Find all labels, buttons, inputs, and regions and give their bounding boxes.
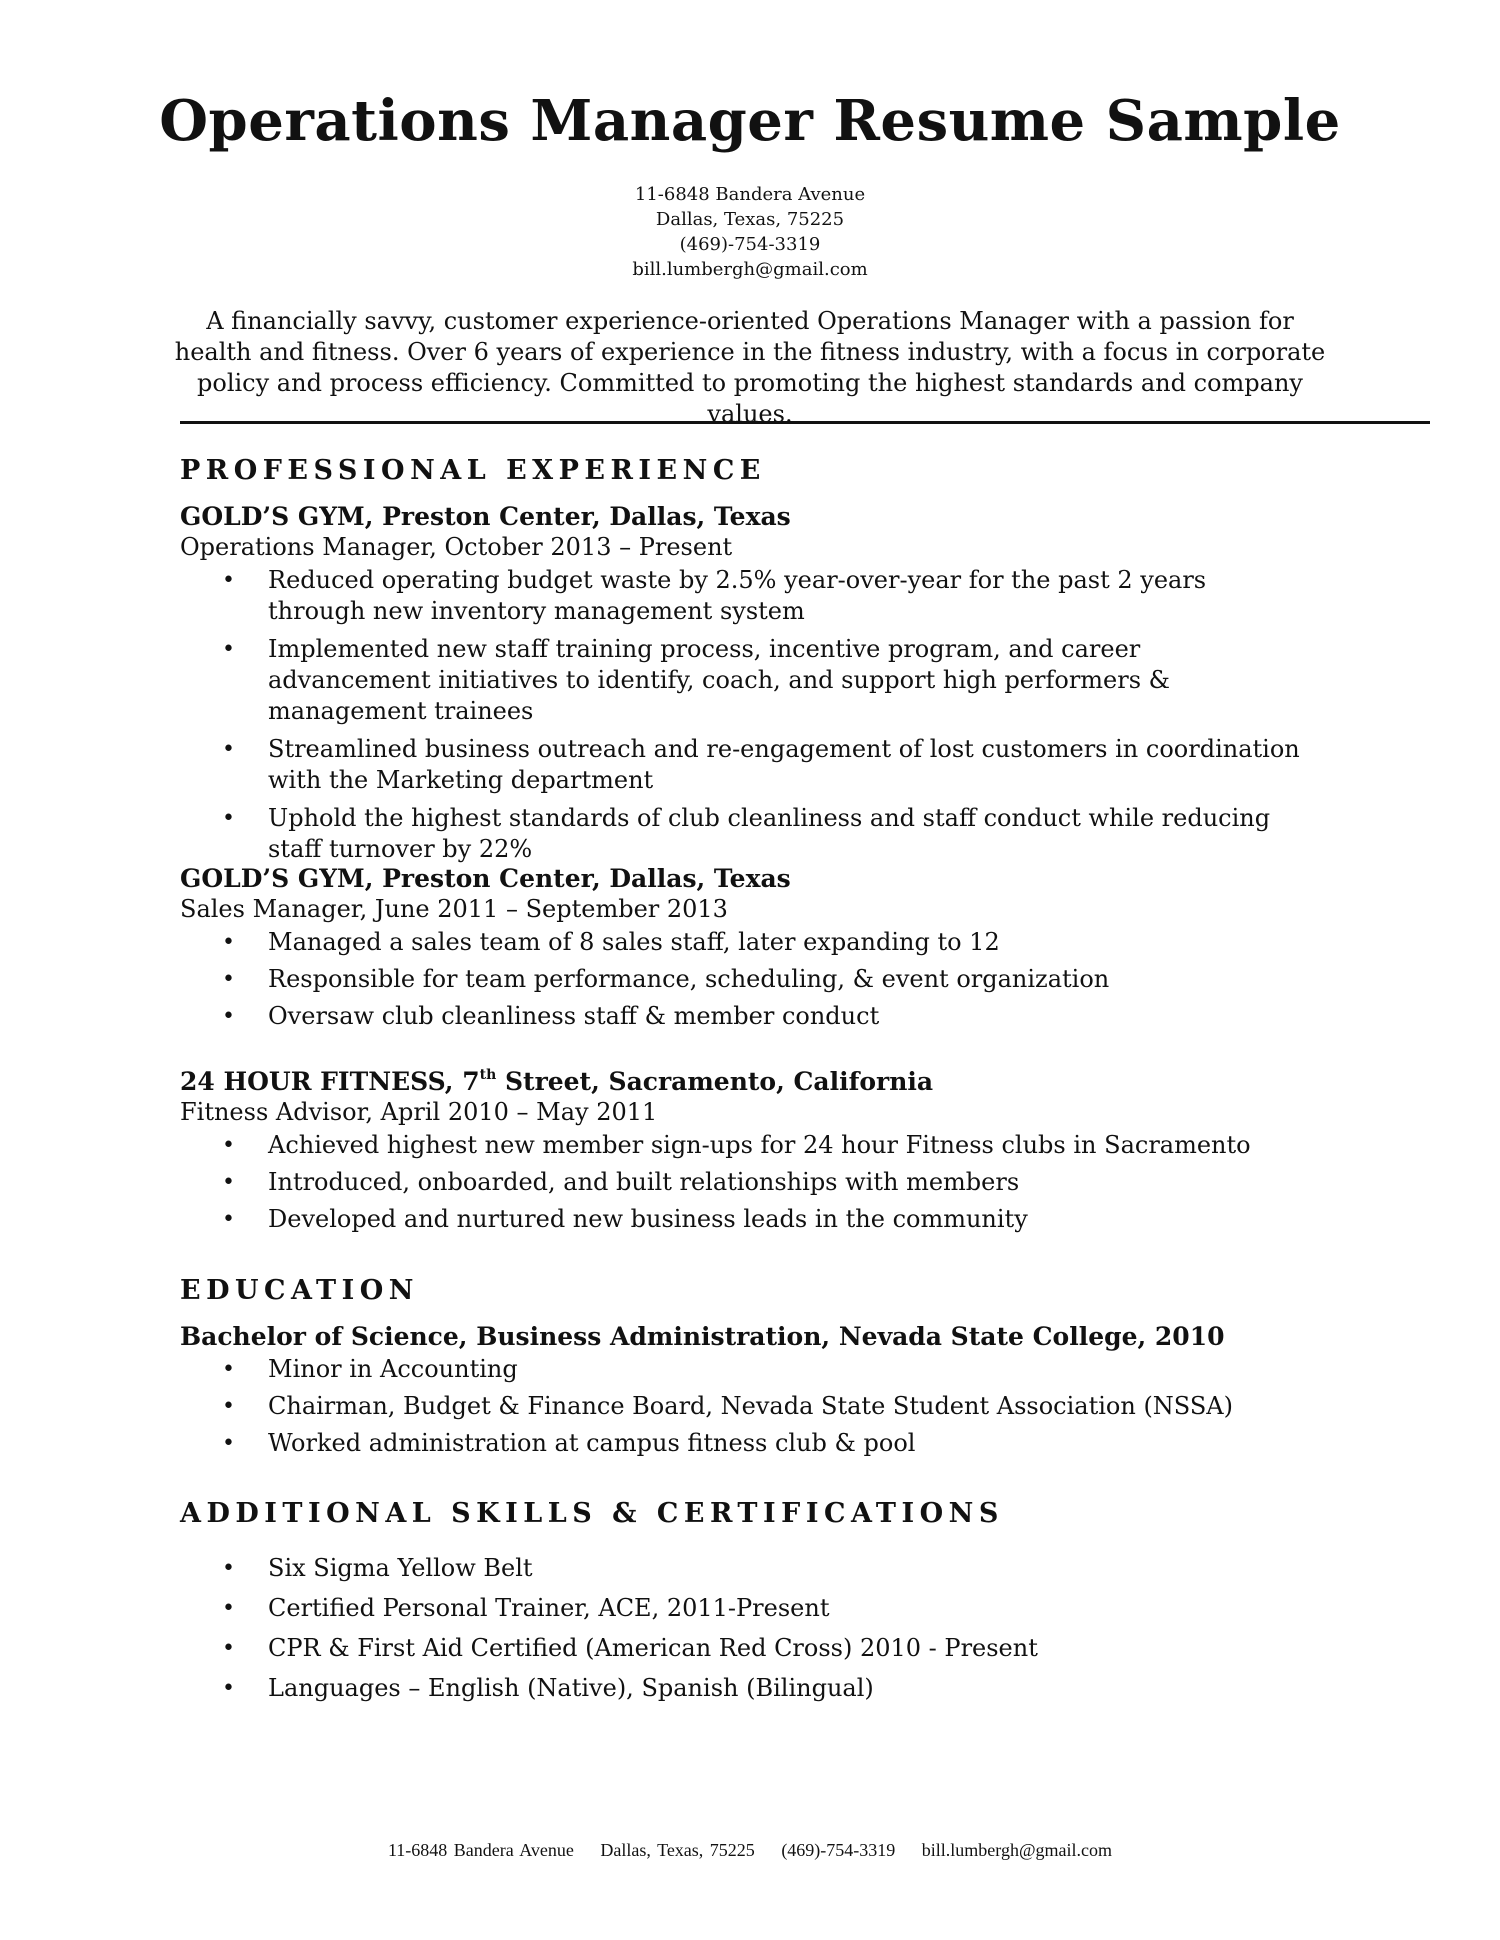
employer-name: GOLD’S GYM, Preston Center, Dallas, Texas bbox=[180, 864, 791, 893]
skills-heading: ADDITIONAL SKILLS & CERTIFICATIONS bbox=[180, 1498, 1004, 1529]
contact-address: 11-6848 Bandera Avenue bbox=[634, 184, 866, 205]
footer-address: 11-6848 Bandera Avenue bbox=[387, 1840, 574, 1860]
degree-title: Bachelor of Science, Business Administration, Nevada State College, 2010 bbox=[180, 1322, 1225, 1351]
bullet-icon: • bbox=[222, 1636, 235, 1661]
bullet-text: Responsible for team performance, scheduling, & event organization bbox=[268, 965, 1110, 993]
bullet-icon: • bbox=[222, 1170, 235, 1195]
bullet-text: Developed and nurtured new business leads in the community bbox=[268, 1205, 1028, 1233]
job-bullets bbox=[180, 1130, 1380, 1235]
bullet-icon: • bbox=[222, 1431, 235, 1456]
bullet-icon: • bbox=[222, 568, 235, 593]
bullet-icon: • bbox=[222, 737, 235, 762]
bullet-icon: • bbox=[222, 967, 235, 992]
bullet-text: Oversaw club cleanliness staff & member conduct bbox=[268, 1002, 880, 1030]
footer-phone: (469)-754-3319 bbox=[781, 1840, 896, 1860]
contact-city: Dallas, Texas, 75225 bbox=[655, 209, 845, 230]
bullet-icon: • bbox=[222, 1004, 235, 1029]
employer-name-part: 24 HOUR FITNESS, 7 bbox=[180, 1067, 480, 1096]
list-item bbox=[180, 1001, 1308, 1032]
bullet-text: Chairman, Budget & Finance Board, Nevada State Student Association (NSSA) bbox=[268, 1392, 1233, 1420]
bullet-icon: • bbox=[222, 1596, 235, 1621]
employer-name bbox=[180, 1066, 1380, 1097]
bullet-text: Reduced operating budget waste by 2.5% year-over-year for the past 2 years through new inventory management system bbox=[268, 566, 1207, 625]
list-item bbox=[180, 803, 1308, 865]
list-item bbox=[180, 1354, 1308, 1385]
list-item bbox=[180, 964, 1308, 995]
bullet-text: CPR & First Aid Certified (American Red Cross) 2010 - Present bbox=[268, 1634, 1038, 1662]
bullet-icon: • bbox=[222, 806, 235, 831]
list-item bbox=[180, 734, 1308, 796]
bullet-text: Achieved highest new member sign-ups for 24 hour Fitness clubs in Sacramento bbox=[268, 1131, 1251, 1159]
skills-entry bbox=[180, 1551, 1380, 1713]
bullet-text: Uphold the highest standards of club cleanliness and staff conduct while reducing staff turnover by 22% bbox=[268, 804, 1271, 863]
list-item bbox=[180, 1204, 1308, 1235]
job-bullets bbox=[180, 565, 1380, 865]
bullet-text: Managed a sales team of 8 sales staff, later expanding to 12 bbox=[268, 928, 1000, 956]
bullet-text: Introduced, onboarded, and built relationships with members bbox=[268, 1168, 1020, 1196]
bullet-text: Languages – English (Native), Spanish (Bilingual) bbox=[268, 1674, 874, 1702]
bullet-icon: • bbox=[222, 1357, 235, 1382]
summary-paragraph: A financially savvy, customer experience-oriented Operations Manager with a passion for health and fitness. Over 6 years of experience in the fitness industry, with a focus in corporate policy and process efficiency. Committed to promoting the highest standards and company values. bbox=[174, 307, 1326, 428]
section-divider bbox=[180, 421, 1430, 424]
list-item bbox=[180, 1391, 1308, 1422]
page-title: Operations Manager Resume Sample bbox=[159, 88, 1341, 154]
bullet-text: Minor in Accounting bbox=[268, 1355, 518, 1383]
bullet-icon: • bbox=[222, 1207, 235, 1232]
list-item bbox=[180, 1593, 1308, 1624]
contact-email: bill.lumbergh@gmail.com bbox=[632, 259, 868, 280]
job-entry bbox=[180, 501, 1380, 872]
education-heading: EDUCATION bbox=[180, 1275, 419, 1306]
bullet-icon: • bbox=[222, 1394, 235, 1419]
bullet-icon: • bbox=[222, 1556, 235, 1581]
bullet-icon: • bbox=[222, 637, 235, 662]
experience-heading: PROFESSIONAL EXPERIENCE bbox=[180, 455, 766, 486]
bullet-icon: • bbox=[222, 1676, 235, 1701]
list-item bbox=[180, 634, 1308, 727]
footer-city: Dallas, Texas, 75225 bbox=[600, 1840, 755, 1860]
job-role: Operations Manager, October 2013 – Present bbox=[180, 533, 733, 561]
job-role: Fitness Advisor, April 2010 – May 2011 bbox=[180, 1098, 658, 1126]
job-bullets bbox=[180, 927, 1380, 1032]
job-entry bbox=[180, 1066, 1380, 1241]
job-role: Sales Manager, June 2011 – September 2013 bbox=[180, 895, 728, 923]
bullet-icon: • bbox=[222, 930, 235, 955]
bullet-text: Implemented new staff training process, incentive program, and career advancement initiatives to identify, coach, and support high performers & management trainees bbox=[268, 635, 1171, 725]
list-item bbox=[180, 1553, 1308, 1584]
list-item bbox=[180, 1130, 1308, 1161]
contact-phone: (469)-754-3319 bbox=[679, 234, 821, 255]
skills-bullets bbox=[180, 1553, 1380, 1704]
bullet-text: Streamlined business outreach and re-engagement of lost customers in coordination with the Marketing department bbox=[268, 735, 1300, 794]
list-item bbox=[180, 1167, 1308, 1198]
footer-email: bill.lumbergh@gmail.com bbox=[921, 1840, 1113, 1860]
bullet-text: Certified Personal Trainer, ACE, 2011-Present bbox=[268, 1594, 830, 1622]
list-item bbox=[180, 1633, 1308, 1664]
job-entry bbox=[180, 863, 1380, 1038]
contact-block bbox=[0, 182, 1500, 282]
list-item bbox=[180, 927, 1308, 958]
bullet-icon: • bbox=[222, 1133, 235, 1158]
ordinal-suffix: th bbox=[479, 1067, 497, 1083]
list-item bbox=[180, 1428, 1308, 1459]
list-item bbox=[180, 565, 1308, 627]
education-bullets bbox=[180, 1354, 1380, 1459]
employer-name: GOLD’S GYM, Preston Center, Dallas, Texas bbox=[180, 502, 791, 531]
list-item bbox=[180, 1673, 1308, 1704]
education-entry bbox=[180, 1321, 1380, 1465]
footer-contact bbox=[0, 1840, 1500, 1861]
bullet-text: Six Sigma Yellow Belt bbox=[268, 1554, 533, 1582]
employer-name-part: Street, Sacramento, California bbox=[496, 1067, 934, 1096]
bullet-text: Worked administration at campus fitness club & pool bbox=[268, 1429, 916, 1457]
